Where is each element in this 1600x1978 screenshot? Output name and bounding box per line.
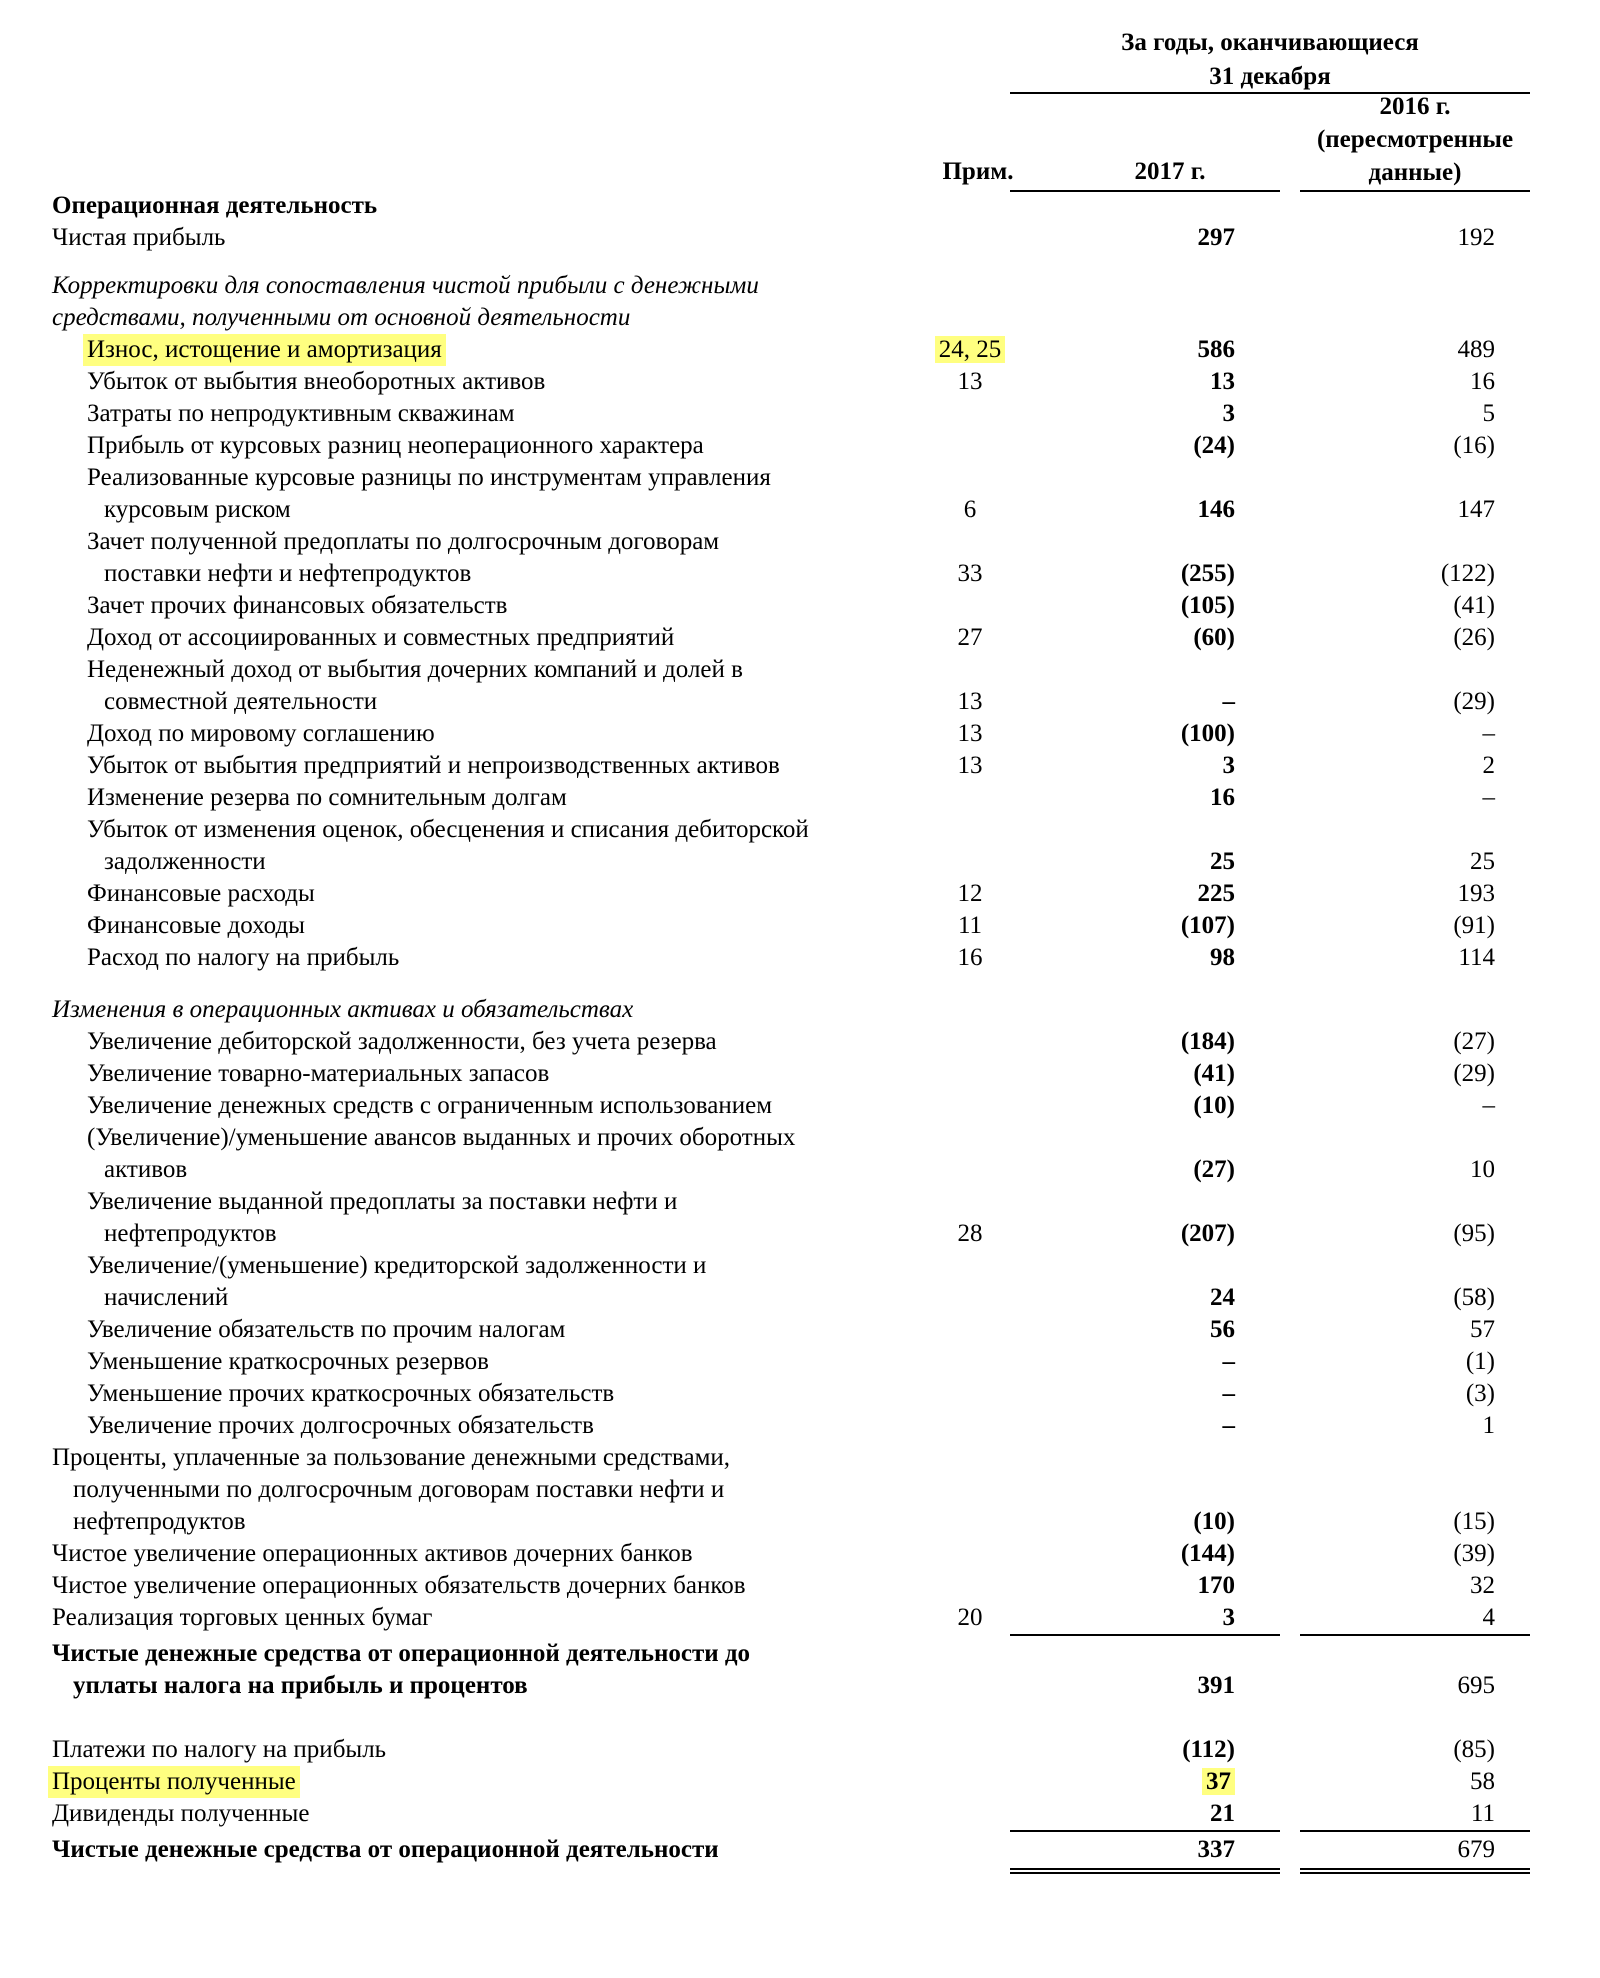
value-2017: (112) — [1182, 1736, 1235, 1763]
row-label: Операционная деятельность — [52, 192, 378, 219]
row-label: Увеличение денежных средств с ограниченным использованием — [87, 1092, 773, 1119]
value-2017: – — [1222, 1380, 1235, 1407]
row-label-highlighted: Износ, истощение и амортизация — [83, 334, 446, 366]
row-label: Финансовые доходы — [87, 912, 305, 939]
table-row — [0, 814, 1600, 846]
value-2016: (91) — [1453, 912, 1495, 939]
row-label: Увеличение прочих долгосрочных обязательств — [87, 1412, 594, 1439]
row-label: активов — [104, 1156, 188, 1183]
value-2017: 98 — [1210, 944, 1235, 971]
row-label: средствами, полученными от основной деятельности — [52, 304, 631, 331]
value-2016: 5 — [1482, 400, 1495, 427]
row-label: начислений — [104, 1284, 229, 1311]
value-2016: 679 — [1457, 1836, 1495, 1863]
row-label: Чистая прибыль — [52, 224, 226, 251]
value-2016: (29) — [1453, 1060, 1495, 1087]
row-label: совместной деятельности — [104, 688, 378, 715]
row-label: поставки нефти и нефтепродуктов — [104, 560, 472, 587]
table-row — [0, 1346, 1600, 1378]
subsection-heading-adjustments-cont — [0, 302, 1600, 334]
value-2017: (27) — [1193, 1156, 1235, 1183]
column-header-2016-line1: 2016 г. — [1379, 93, 1451, 120]
value-2016: 695 — [1457, 1672, 1495, 1699]
value-2017: 3 — [1222, 752, 1235, 779]
note-ref: 28 — [957, 1220, 983, 1247]
row-label: Прибыль от курсовых разниц неоперационного характера — [87, 432, 704, 459]
value-2017: 3 — [1222, 400, 1235, 427]
table-row — [0, 494, 1600, 526]
value-2016: 193 — [1457, 880, 1495, 907]
value-2017: 13 — [1210, 368, 1235, 395]
row-label: Увеличение обязательств по прочим налогам — [87, 1316, 566, 1343]
note-ref: 13 — [957, 720, 983, 747]
total-rule-bottom-2017 — [1010, 1868, 1280, 1870]
table-row — [0, 1798, 1600, 1830]
value-2017: – — [1222, 1348, 1235, 1375]
row-label: Корректировки для сопоставления чистой прибыли с денежными — [52, 272, 759, 299]
table-row — [0, 1570, 1600, 1602]
value-2017: (100) — [1180, 720, 1235, 747]
value-2016: (15) — [1453, 1508, 1495, 1535]
table-row — [0, 1474, 1600, 1506]
column-header-2017: 2017 г. — [1134, 158, 1206, 185]
value-2017: 586 — [1197, 336, 1235, 363]
note-ref: 13 — [957, 368, 983, 395]
note-column-header: Прим. — [942, 158, 1014, 185]
table-row — [0, 1026, 1600, 1058]
row-label: Убыток от выбытия предприятий и непроизводственных активов — [87, 752, 780, 779]
row-label: Доход от ассоциированных и совместных предприятий — [87, 624, 675, 651]
table-row — [0, 878, 1600, 910]
row-label: уплаты налога на прибыль и процентов — [73, 1672, 528, 1699]
column-header-2016-line2: (пересмотренные — [1316, 126, 1514, 153]
section-heading-operating — [0, 190, 1600, 222]
table-row — [0, 398, 1600, 430]
table-row — [0, 1734, 1600, 1766]
table-row — [0, 1186, 1600, 1218]
row-label: Дивиденды полученные — [52, 1800, 310, 1827]
table-row — [0, 590, 1600, 622]
value-2016: 4 — [1482, 1604, 1495, 1631]
note-ref: 6 — [963, 496, 977, 523]
table-row — [0, 1218, 1600, 1250]
note-ref: 12 — [957, 880, 983, 907]
value-2016: 1 — [1482, 1412, 1495, 1439]
value-2016: 147 — [1457, 496, 1495, 523]
row-label: Чистое увеличение операционных активов дочерних банков — [52, 1540, 693, 1567]
table-row — [0, 1154, 1600, 1186]
row-label: Расход по налогу на прибыль — [87, 944, 400, 971]
value-2016: 16 — [1470, 368, 1495, 395]
value-2016: – — [1482, 784, 1495, 811]
value-2016: (58) — [1453, 1284, 1495, 1311]
value-2017: 3 — [1222, 1604, 1235, 1631]
value-2016: 114 — [1458, 944, 1495, 971]
value-2017: 25 — [1210, 848, 1235, 875]
value-2017: 391 — [1197, 1672, 1235, 1699]
value-2017: (10) — [1193, 1508, 1235, 1535]
value-2017: (184) — [1180, 1028, 1235, 1055]
table-row — [0, 718, 1600, 750]
row-label: задолженности — [104, 848, 266, 875]
table-row — [0, 1058, 1600, 1090]
total-rule-double-2017 — [1010, 1872, 1280, 1874]
value-2016: 25 — [1470, 848, 1495, 875]
subtotal-heading — [0, 1638, 1600, 1670]
table-row — [0, 1378, 1600, 1410]
table-row — [0, 462, 1600, 494]
value-2017 — [1080, 1766, 1235, 1798]
value-2016: (27) — [1453, 1028, 1495, 1055]
table-row-depreciation — [0, 334, 1600, 366]
row-label: Проценты, уплаченные за пользование денежными средствами, — [52, 1444, 731, 1471]
value-2017: 170 — [1197, 1572, 1235, 1599]
value-2016: 32 — [1470, 1572, 1495, 1599]
table-row — [0, 526, 1600, 558]
row-label: Платежи по налогу на прибыль — [52, 1736, 387, 1763]
period-header-line2: 31 декабря — [1209, 63, 1331, 90]
row-label: Увеличение/(уменьшение) кредиторской задолженности и — [87, 1252, 707, 1279]
value-2017: (24) — [1193, 432, 1235, 459]
table-row — [0, 366, 1600, 398]
table-row — [0, 654, 1600, 686]
value-2017: (144) — [1180, 1540, 1235, 1567]
value-2017: 24 — [1210, 1284, 1235, 1311]
value-2017: (107) — [1180, 912, 1235, 939]
row-label: Убыток от изменения оценок, обесценения и списания дебиторской — [87, 816, 809, 843]
subtotal-row — [0, 1670, 1600, 1702]
value-2017: – — [1222, 1412, 1235, 1439]
value-2016: (1) — [1465, 1348, 1495, 1375]
table-row — [0, 1538, 1600, 1570]
table-row — [0, 686, 1600, 718]
table-row — [0, 1250, 1600, 1282]
row-label: Уменьшение краткосрочных резервов — [87, 1348, 489, 1375]
subtotal-rule-2016 — [1300, 1634, 1530, 1636]
value-2017-highlighted: 37 — [1202, 1768, 1235, 1795]
value-2016: (85) — [1453, 1736, 1495, 1763]
row-label: Чистые денежные средства от операционной деятельности до — [52, 1640, 751, 1667]
row-label: нефтепродуктов — [73, 1508, 246, 1535]
row-label: Изменение резерва по сомнительным долгам — [87, 784, 567, 811]
row-label: Зачет полученной предоплаты по долгосрочным договорам — [87, 528, 720, 555]
value-2016: (26) — [1453, 624, 1495, 651]
table-row-interest-received — [0, 1766, 1600, 1798]
row-label: Увеличение дебиторской задолженности, без учета резерва — [87, 1028, 717, 1055]
row-label: Уменьшение прочих краткосрочных обязательств — [87, 1380, 615, 1407]
note-ref: 13 — [957, 752, 983, 779]
row-label: Изменения в операционных активах и обязательствах — [52, 996, 634, 1023]
row-label-highlighted: Проценты полученные — [48, 1766, 300, 1798]
value-2017: (105) — [1180, 592, 1235, 619]
row-label: курсовым риском — [104, 496, 291, 523]
value-2017: (207) — [1180, 1220, 1235, 1247]
table-row — [0, 846, 1600, 878]
value-2016: 2 — [1482, 752, 1495, 779]
value-2016: – — [1482, 720, 1495, 747]
table-row — [0, 1090, 1600, 1122]
table-row — [0, 942, 1600, 974]
value-2016: 489 — [1457, 336, 1495, 363]
table-row — [0, 910, 1600, 942]
value-2016: (29) — [1453, 688, 1495, 715]
table-row — [0, 558, 1600, 590]
value-2017: 225 — [1197, 880, 1235, 907]
period-header — [1010, 26, 1530, 94]
row-label: нефтепродуктов — [104, 1220, 277, 1247]
value-2017: – — [1222, 688, 1235, 715]
value-2016: 192 — [1457, 224, 1495, 251]
value-2017: (60) — [1193, 624, 1235, 651]
row-label: Неденежный доход от выбытия дочерних компаний и долей в — [87, 656, 743, 683]
value-2017: 21 — [1210, 1800, 1235, 1827]
note-ref: 11 — [957, 912, 983, 939]
subsection-heading-working-capital — [0, 994, 1600, 1026]
row-label: Чистое увеличение операционных обязательств дочерних банков — [52, 1572, 746, 1599]
table-row — [0, 1410, 1600, 1442]
value-2016: (39) — [1453, 1540, 1495, 1567]
note-ref-highlighted: 24, 25 — [935, 336, 1006, 363]
value-2017: (41) — [1193, 1060, 1235, 1087]
value-2016: 11 — [1470, 1800, 1495, 1827]
table-row — [0, 430, 1600, 462]
total-rule-top-2017 — [1010, 1830, 1280, 1832]
row-label: (Увеличение)/уменьшение авансов выданных и прочих оборотных — [87, 1124, 796, 1151]
value-2016: 57 — [1470, 1316, 1495, 1343]
table-row — [0, 1282, 1600, 1314]
total-rule-double-2016 — [1300, 1872, 1530, 1874]
row-label: Финансовые расходы — [87, 880, 315, 907]
value-2017: 337 — [1197, 1836, 1235, 1863]
row-label: Чистые денежные средства от операционной деятельности — [52, 1836, 719, 1863]
table-row — [0, 750, 1600, 782]
note-ref: 27 — [957, 624, 983, 651]
row-label: Реализация торговых ценных бумаг — [52, 1604, 433, 1631]
table-row — [0, 1314, 1600, 1346]
value-2017: 146 — [1197, 496, 1235, 523]
value-2017: 16 — [1210, 784, 1235, 811]
value-2016: 58 — [1470, 1768, 1495, 1795]
row-label: Увеличение товарно-материальных запасов — [87, 1060, 550, 1087]
period-header-line1: За годы, оканчивающиеся — [1121, 29, 1419, 56]
value-2017: 56 — [1210, 1316, 1235, 1343]
row-label: Реализованные курсовые разницы по инструментам управления — [87, 464, 771, 491]
value-2016: 10 — [1470, 1156, 1495, 1183]
value-2016: (122) — [1440, 560, 1495, 587]
column-header-2016-line3: данные) — [1368, 159, 1462, 186]
table-row — [0, 1442, 1600, 1474]
value-2016: (41) — [1453, 592, 1495, 619]
table-row — [0, 1506, 1600, 1538]
row-label: Увеличение выданной предоплаты за поставки нефти и — [87, 1188, 678, 1215]
note-ref: 13 — [957, 688, 983, 715]
total-rule-top-2016 — [1300, 1830, 1530, 1832]
table-row — [0, 782, 1600, 814]
value-2016: – — [1482, 1092, 1495, 1119]
row-label: полученными по долгосрочным договорам поставки нефти и — [73, 1476, 725, 1503]
row-label: Доход по мировому соглашению — [87, 720, 435, 747]
row-label: Затраты по непродуктивным скважинам — [87, 400, 515, 427]
subtotal-rule-2017 — [1010, 1634, 1280, 1636]
value-2016: (16) — [1453, 432, 1495, 459]
value-2017: (10) — [1193, 1092, 1235, 1119]
subsection-heading-adjustments — [0, 270, 1600, 302]
value-2016: (95) — [1453, 1220, 1495, 1247]
row-label: Убыток от выбытия внеоборотных активов — [87, 368, 546, 395]
column-header-2016 — [1290, 90, 1540, 189]
total-rule-bottom-2016 — [1300, 1868, 1530, 1870]
row-label: Зачет прочих финансовых обязательств — [87, 592, 508, 619]
note-ref: 16 — [957, 944, 983, 971]
table-row — [0, 622, 1600, 654]
note-ref: 20 — [957, 1604, 983, 1631]
table-row-net-profit — [0, 222, 1600, 254]
value-2017: (255) — [1180, 560, 1235, 587]
table-row — [0, 1122, 1600, 1154]
table-row — [0, 1602, 1600, 1634]
total-row-operating — [0, 1834, 1600, 1866]
value-2017: 297 — [1197, 224, 1235, 251]
note-ref: 33 — [957, 560, 983, 587]
note-ref — [920, 334, 1020, 366]
value-2016: (3) — [1465, 1380, 1495, 1407]
